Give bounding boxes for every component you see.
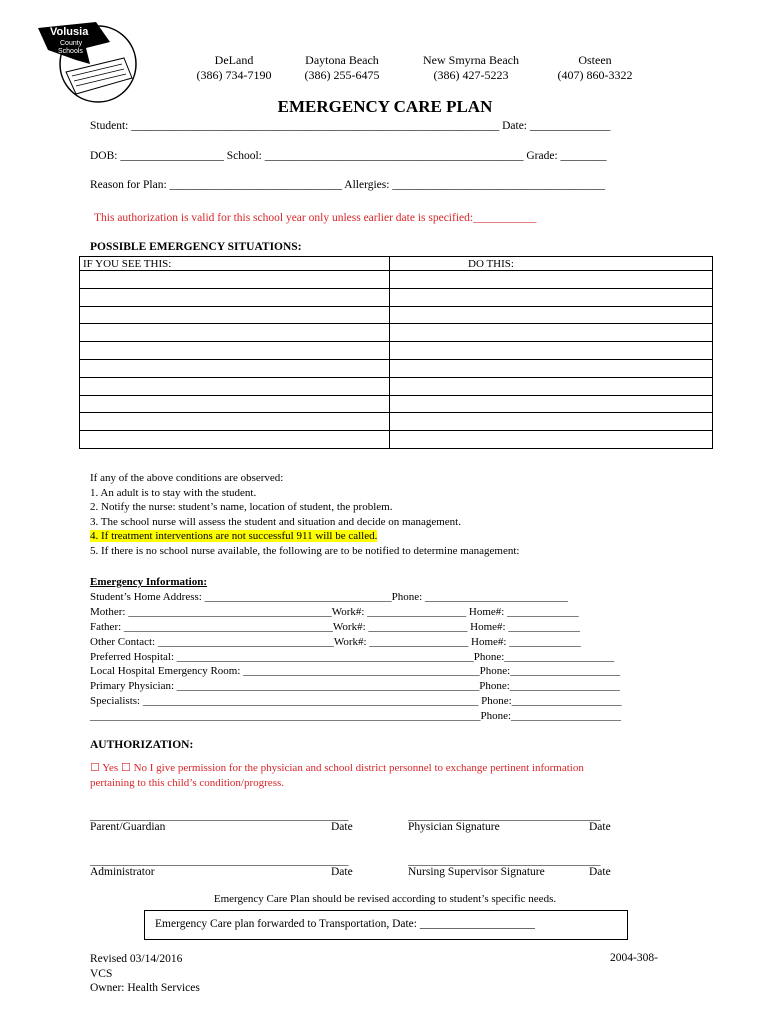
transportation-box[interactable]: [144, 910, 628, 940]
authorization-validity-note: This authorization is valid for this school year only unless earlier date is specified:___________: [94, 212, 537, 224]
administrator-label: Administrator: [90, 866, 155, 878]
specialists-field[interactable]: Specialists: _____________________________________________________________ Phone:____________________: [90, 695, 622, 708]
emergency-heading: Emergency Information:: [90, 576, 208, 588]
table-row: [80, 271, 713, 289]
reason-allergies-field[interactable]: Reason for Plan: ______________________________ Allergies: _____________________________________: [90, 179, 606, 191]
situations-heading: POSSIBLE EMERGENCY SITUATIONS:: [90, 241, 302, 253]
volusia-county-schools-logo: [36, 20, 141, 105]
vcs-label: VCS: [90, 967, 113, 980]
physician-signature-label: Physician Signature: [408, 821, 500, 833]
primary-physician-field[interactable]: Primary Physician: _______________________________________________________Phone:____________________: [90, 680, 620, 693]
svg-text:Volusia: Volusia: [50, 26, 89, 38]
list-item: 4. If treatment interventions are not successful 911 will be called.: [90, 530, 378, 543]
revise-note: Emergency Care Plan should be revised according to student’s specific needs.: [213, 893, 557, 905]
father-field[interactable]: Father: ______________________________________Work#: __________________ Home#: _____________: [90, 620, 580, 633]
local-hospital-field[interactable]: Local Hospital Emergency Room: ___________________________________________Phone:____________________: [90, 665, 621, 678]
footer-left: [90, 952, 200, 996]
parent-signature-line[interactable]: _______________________________________________: [90, 810, 349, 822]
list-item: 2. Notify the nurse: student’s name, location of student, the problem.: [90, 501, 393, 514]
authorization-consent-cont: pertaining to this child’s condition/progress.: [90, 777, 285, 789]
list-item: 1. An adult is to stay with the student.: [90, 486, 257, 499]
mother-field[interactable]: Mother: _____________________________________Work#: __________________ Home#: _____________: [90, 605, 579, 618]
revised-date: Revised 03/14/2016: [90, 953, 183, 965]
office-new-smyrna: New Smyrna Beach (386) 427-5223: [423, 53, 519, 82]
col-do-this: DO THIS:: [390, 257, 713, 271]
nursing-date-label: Date: [589, 866, 611, 878]
parent-guardian-label: Parent/Guardian: [90, 821, 166, 833]
instructions-list: [90, 471, 519, 559]
nursing-supervisor-label: Nursing Supervisor Signature: [408, 866, 545, 878]
list-item: 5. If there is no school nurse available, the following are to be notified to determine management:: [90, 544, 520, 557]
office-osteen: Osteen (407) 860-3322: [557, 53, 633, 82]
table-row: [80, 306, 713, 324]
svg-text:Schools: Schools: [58, 48, 83, 55]
list-item: If any of the above conditions are observed:: [90, 472, 284, 484]
table-row: [80, 324, 713, 342]
table-row: [80, 359, 713, 377]
form-number: 2004-308-: [610, 952, 658, 964]
table-row: [80, 288, 713, 306]
home-address-field[interactable]: Student’s Home Address: __________________________________Phone: __________________________: [90, 590, 568, 603]
situations-table: [79, 256, 713, 449]
table-row: [80, 431, 713, 449]
authorization-heading: AUTHORIZATION:: [90, 739, 194, 751]
office-daytona: Daytona Beach (386) 255-6475: [304, 53, 380, 82]
authorization-consent[interactable]: ☐ Yes ☐ No I give permission for the physician and school district personnel to exchange pertinent information: [90, 762, 584, 774]
extra-contact-field[interactable]: _______________________________________________________________________Phone:____________________: [90, 710, 622, 723]
student-field[interactable]: Student: ________________________________________________________________ Date: ______________: [90, 120, 611, 132]
table-row: [80, 413, 713, 431]
owner-label: Owner: Health Services: [90, 982, 200, 994]
physician-date-label: Date: [589, 821, 611, 833]
emergency-information: [90, 575, 622, 724]
parent-date-label: Date: [331, 821, 353, 833]
table-row: [80, 342, 713, 360]
physician-signature-line[interactable]: ___________________________________: [408, 810, 601, 822]
col-if-you-see: IF YOU SEE THIS:: [80, 257, 390, 271]
administrator-date-label: Date: [331, 866, 353, 878]
page-title: EMERGENCY CARE PLAN: [277, 97, 493, 116]
dob-school-grade-field[interactable]: DOB: __________________ School: _____________________________________________ Grade: ________: [90, 150, 607, 162]
table-row: [80, 395, 713, 413]
svg-text:County: County: [60, 40, 83, 47]
list-item: 3. The school nurse will assess the student and situation and decide on management.: [90, 515, 461, 528]
table-row: [80, 377, 713, 395]
transportation-forward-field[interactable]: Emergency Care plan forwarded to Transportation, Date: ____________________: [155, 918, 535, 930]
nursing-signature-line[interactable]: ___________________________________: [408, 855, 601, 867]
preferred-hospital-field[interactable]: Preferred Hospital: ______________________________________________________Phone:____________________: [90, 650, 615, 663]
administrator-signature-line[interactable]: _______________________________________________: [90, 855, 349, 867]
other-contact-field[interactable]: Other Contact: ________________________________Work#: __________________ Home#: _____________: [90, 635, 581, 648]
office-deland: DeLand (386) 734-7190: [196, 53, 272, 82]
